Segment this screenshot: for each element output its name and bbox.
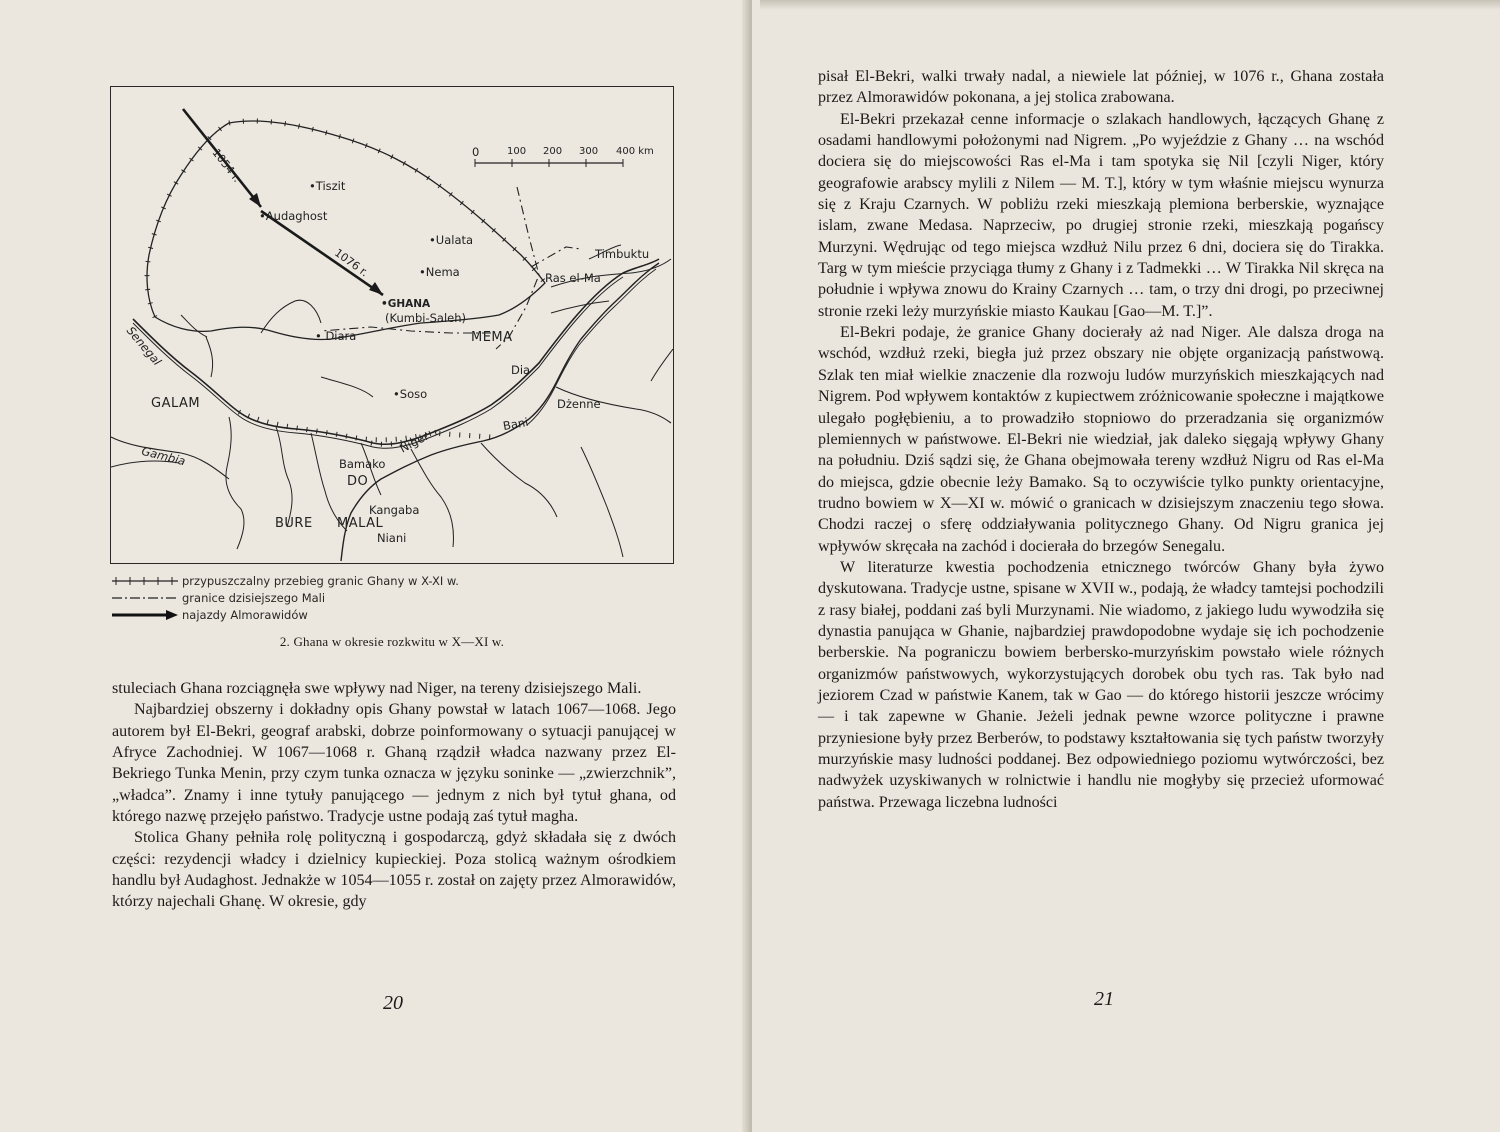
page-number-left: 20 [383, 992, 403, 1014]
left-body-text [112, 678, 676, 913]
place-nema: •Nema [419, 265, 460, 279]
place-dia: Dia [511, 363, 531, 377]
right-paragraph-2: El-Bekri przekazał cenne informacje o szlakach handlowych, łączących Ghanę z osadami handlowymi położonymi nad Nigrem. „Po wyjeździe z Ghany … na wschód dociera się do miejscowości Ras el-Ma i tam spotyka się Nil [czyli Niger, który geografowie arabscy mylili z Nilem — M. T.], który w tym właśnie miejscu wynurza się z Kraju Czarnych. W pobliżu rzeki mieszkają plemiona berberskie, wyznające islam, zwane Medasa. Naprzeciw, po drugiej stronie rzeki, mieszkają pogańscy Murzyni. Wędrując od tego miejsca wzdłuż Nilu przez 6 dni, dociera się do Tirakka. Targ w tym mieście przyciąga tłumy z Ghany i z Tadmekki … W Tirakka Nil skręca na południe i wpływa znowu do Krainy Czarnych … tam, o trzy dni drogi, po przeciwnej stronie rzeki leży murzyńskie miasto Kaukau [Gao—M. T.]”. [818, 110, 1384, 320]
legend-symbol-tick-line [110, 576, 180, 586]
region-galam: GALAM [151, 396, 201, 411]
scale-bar [475, 159, 623, 167]
river-senegal: Senegal [123, 323, 165, 369]
river-gambia: Gambia [140, 443, 187, 469]
arrow-label-1076: 1076 r. [331, 246, 371, 280]
ghana-border-line [147, 121, 545, 340]
place-ras-el-ma: Ras el-Ma [545, 271, 601, 285]
region-malal: MALAL [337, 516, 384, 531]
legend-label-raids: najazdy Almorawidów [182, 607, 308, 622]
left-paragraph-2: Najbardziej obszerny i dokładny opis Ghany powstał w latach 1067—1068. Jego autorem był El-Bekri, geograf arabski, dobrze poinformowany o sytuacji panującej w Afryce Zachodniej. W 1067—1068 r. Ghaną rządził władca nazwany przez El-Bekriego Tunka Menin, przy czym tunka oznacza w języku soninke — „zwierzchnik”, „władca”. Znamy i inne tytuły panującego — jednym z nich był tytuł ghana, od którego nazwę przejęło państwo. Tradycje ustne podają zaś tytuł magha. [112, 701, 676, 826]
place-dzenne: Dżenne [557, 397, 601, 411]
legend-symbol-arrow [110, 610, 180, 620]
left-paragraph-3: Stolica Ghany pełniła rolę polityczną i gospodarczą, gdyż składała się z dwóch części: rezydencji władcy i dzielnicy kupieckiej. Poza stolicą ważnym ośrodkiem handlu był Audaghost. Jednakże w 1054—1055 r. został on zajęty przez Almorawidów, którzy najechali Ghanę. W okresie, gdy [112, 829, 676, 911]
map-drawing [111, 87, 673, 563]
place-kangaba: Kangaba [369, 503, 420, 517]
place-kumbi-saleh: (Kumbi-Saleh) [385, 311, 466, 325]
scale-label-200: 200 [543, 146, 563, 157]
map-ghana [110, 86, 674, 564]
arrow-label-1054: 1054 r. [209, 146, 244, 185]
legend-row-ghana-border [110, 572, 459, 589]
legend-row-raids [110, 606, 459, 623]
place-audaghost: •Audaghost [259, 209, 328, 223]
place-soso: •Soso [393, 387, 428, 401]
left-paragraph-1: stuleciach Ghana rozciągnęła swe wpływy nad Niger, na tereny dzisiejszego Mali. [112, 680, 642, 697]
senegal-river [133, 259, 659, 444]
place-niani: Niani [377, 531, 407, 545]
left-page [0, 0, 748, 1132]
region-do: DO [347, 474, 369, 489]
figure-caption: 2. Ghana w okresie rozkwitu w X—XI w. [279, 634, 505, 649]
page-edge-shadow [760, 0, 1500, 10]
legend-symbol-dash-dot [110, 593, 180, 603]
map-legend [110, 572, 459, 623]
place-tiszit: •Tiszit [309, 179, 346, 193]
river-bani: Bani [501, 414, 530, 434]
page-number-right: 21 [1094, 988, 1114, 1010]
place-diara: • Diara [315, 329, 357, 343]
region-bure: BURE [275, 516, 313, 531]
place-ualata: •Ualata [429, 233, 474, 247]
scale-label-300: 300 [579, 146, 599, 157]
legend-label-ghana-border: przypuszczalny przebieg granic Ghany w X-XI w. [182, 573, 459, 588]
raid-arrow-1076 [261, 211, 383, 295]
place-ghana: •GHANA [381, 298, 431, 310]
right-paragraph-3: El-Bekri podaje, że granice Ghany docierały aż nad Niger. Ale dalsza droga na wschód, wzdłuż rzeki, biegła już przez obszary nie objęte organizacją państwową. Szlak ten miał wielkie znaczenie dla rozwoju ludów murzyńskich mieszkających nad Nigrem. Pod wpływem kontaktów z kupiectwem zróżnicowanie społeczne i majątkowe ulegało pogłębieniu, a to prowadziło stopniowo do przeradzania się organizmów plemiennych w państwowe. El-Bekri nie wiedział, jak daleko sięgają wpływy Ghany na południu. Dziś sądzi się, że Ghana obejmowała tereny wzdłuż Nigru od Ras el-Ma do miejsca, gdzie obecnie leży Bamako. Są to oczywiście tylko punkty orientacyjne, trudno bowiem w X—XI w. mówić o granicach w dzisiejszym znaczeniu tego słowa. Chodzi raczej o sferę oddziaływania politycznego Ghany. Od Nigru granica jej wpływów skręcała na zachód i docierała do brzegów Senegalu. [818, 324, 1384, 555]
river-niger: Niger [397, 428, 432, 456]
scale-label-100: 100 [507, 146, 527, 157]
region-mema: MEMA [471, 330, 513, 345]
scale-label-0: 0 [472, 145, 480, 159]
right-body-text [818, 66, 1384, 813]
scale-label-400km: 400 km [616, 146, 654, 157]
place-bamako: Bamako [339, 457, 386, 471]
legend-row-mali-border [110, 589, 459, 606]
right-paragraph-4: W literaturze kwestia pochodzenia etnicznego twórców Ghany była żywo dyskutowana. Tradycje ustne, spisane w XVII w., podają, że władcy tamtejsi pochodzili z rasy białej, poddani zaś byli Murzynami. Nie wiadomo, z jakiego ludu wywodziła się dynastia panująca w Ghanie, najbardziej prawdopodobne wydaje się ich pochodzenie berberskie. Na pograniczu bowiem berbersko-murzyńskim powstało wiele różnych organizmów państwowych, wykorzystujących dorobek obu tych ras. Tak było nad jeziorem Czad w państwie Kanem, tak w Gao — do którego historii jeszcze wrócimy — i tak zapewne w Ghanie. Jeżeli jednak pewne wzorce polityczne i prawne przyniesione były przez Berberów, to podstawy kształtowania się tych państw tworzyły murzyńskie masy ludności poddanej. Bez odpowiedniego poziomu wytwórczości, bez nadwyżek uzyskiwanych w rolnictwie i handlu nie mogłyby się przecież uformować państwa. Przewaga liczebna ludności [818, 558, 1384, 811]
place-timbuktu: Timbuktu [595, 247, 650, 261]
raid-arrowhead-1076 [369, 282, 383, 295]
legend-label-mali-border: granice dzisiejszego Mali [182, 590, 326, 605]
right-paragraph-1: pisał El-Bekri, walki trwały nadal, a niewiele lat później, w 1076 r., Ghana została przez Almorawidów pokonana, a jej stolica zrabowana. [818, 68, 1384, 107]
